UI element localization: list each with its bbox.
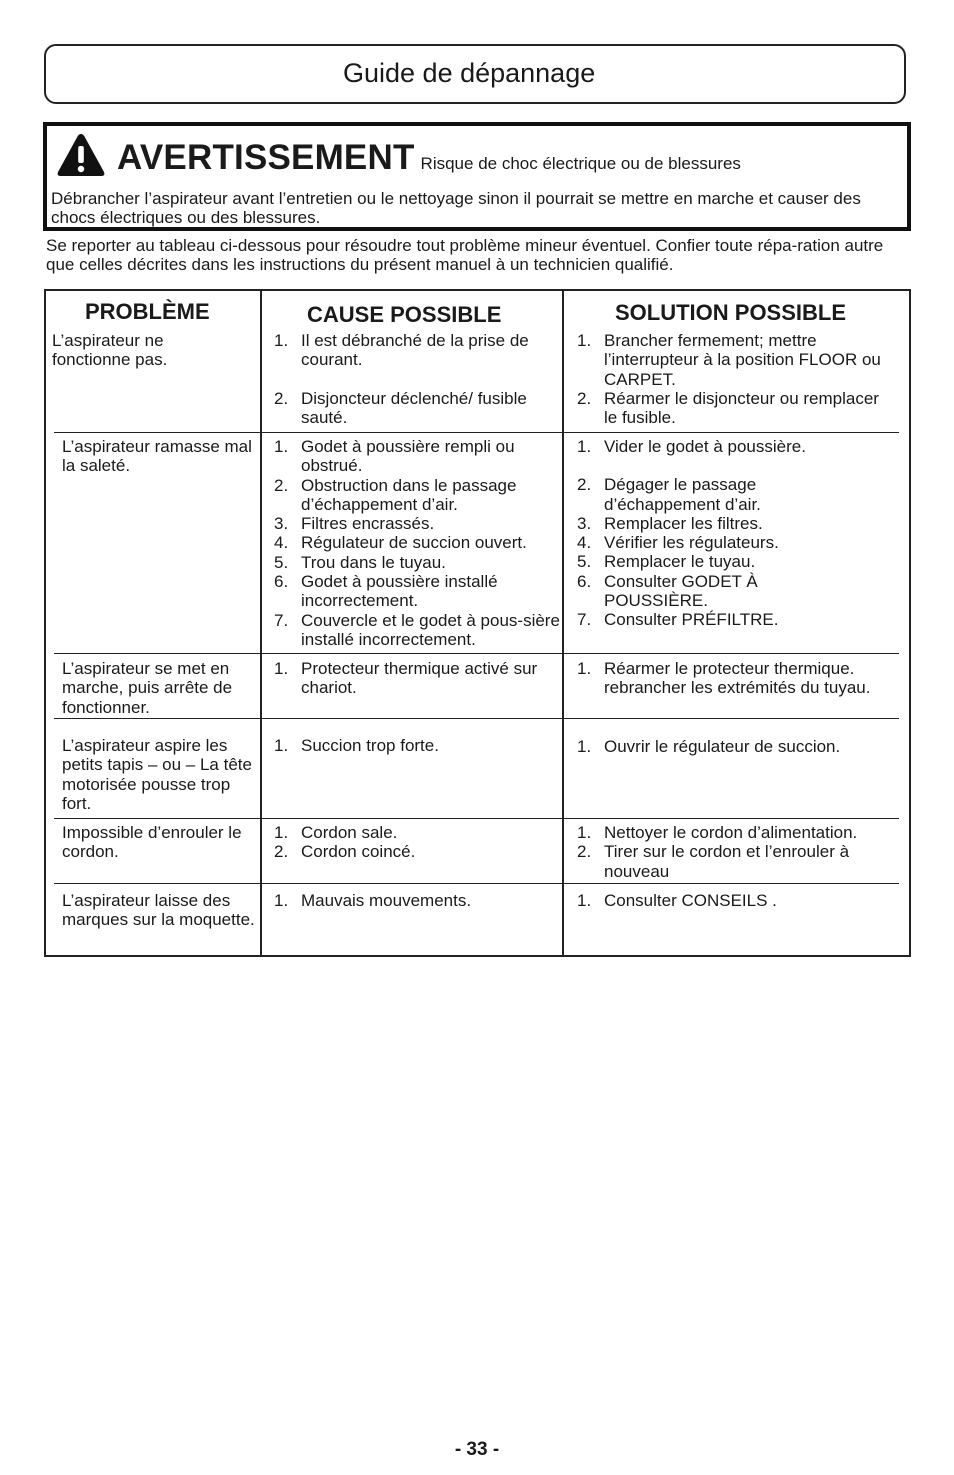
item-number: 1.	[274, 736, 289, 755]
list-item	[577, 610, 895, 629]
cause-cell	[274, 736, 554, 755]
list-item	[274, 611, 564, 650]
item-text: Couvercle et le godet à pous-sière installé incorrectement.	[301, 610, 560, 649]
row-divider	[54, 818, 899, 819]
item-text: Consulter PRÉFILTRE.	[604, 610, 779, 630]
list-item	[274, 572, 564, 611]
page-number: - 33 -	[454, 1439, 500, 1460]
item-text: Ouvrir le régulateur de succion.	[604, 737, 841, 756]
header-solution: SOLUTION POSSIBLE	[615, 300, 847, 325]
list-item	[274, 736, 554, 755]
item-number: 6.	[274, 572, 289, 592]
item-number: 1.	[274, 891, 289, 910]
item-number: 4.	[577, 533, 592, 553]
title-box	[44, 44, 906, 104]
item-text: Dégager le passage d’échappement d’air.	[604, 475, 761, 514]
problem-cell: L’aspirateur ramasse mal la saleté.	[62, 437, 252, 476]
warning-heading: AVERTISSEMENT	[117, 138, 415, 177]
item-text: Régulateur de succion ouvert.	[301, 533, 527, 553]
item-text: Trou dans le tuyau.	[301, 552, 446, 572]
warning-box	[43, 122, 911, 231]
item-number: 2.	[577, 842, 592, 862]
item-number: 3.	[274, 514, 289, 534]
item-text: Filtres encrassés.	[301, 514, 435, 534]
solution-cell	[577, 437, 895, 630]
item-text: Godet à poussière rempli ou obstrué.	[301, 437, 515, 476]
row-divider	[54, 432, 899, 433]
item-number: 1.	[274, 823, 289, 842]
item-number: 4.	[274, 533, 289, 553]
cause-cell	[274, 823, 554, 862]
item-text: Nettoyer le cordon d’alimentation.	[604, 823, 858, 842]
list-item	[274, 533, 564, 552]
list-item	[577, 437, 895, 456]
item-number: 1.	[577, 659, 592, 678]
warning-subheading: Risque de choc électrique ou de blessures	[420, 154, 741, 173]
item-text: Vider le godet à poussière.	[604, 437, 806, 456]
list-item	[577, 552, 895, 571]
list-item	[577, 389, 895, 428]
item-text: Remplacer les filtres.	[604, 513, 763, 533]
list-item	[274, 659, 554, 698]
page-title: Guide de dépannage	[343, 58, 596, 88]
item-number: 5.	[577, 552, 592, 572]
cause-cell	[274, 437, 564, 649]
item-text: Cordon sale.	[301, 823, 398, 842]
problem-cell: L’aspirateur ne fonctionne pas.	[52, 331, 168, 370]
list-item	[577, 331, 895, 389]
item-number: 1.	[577, 331, 592, 350]
problem-cell: L’aspirateur se met en marche, puis arrête de fonctionner.	[62, 659, 233, 717]
problem-cell: L’aspirateur aspire les petits tapis – ou – La tête motorisée pousse trop fort.	[62, 736, 252, 813]
list-item	[577, 659, 887, 698]
column-divider	[260, 291, 262, 955]
item-number: 1.	[577, 823, 592, 842]
list-item	[274, 476, 564, 515]
item-text: Consulter CONSEILS .	[604, 891, 777, 910]
warning-text: Débrancher l’aspirateur avant l’entretien ou le nettoyage sinon il pourrait se mettre en marche et causer des chocs électriques ou des blessures.	[51, 189, 861, 227]
row-divider	[54, 883, 899, 884]
item-number: 1.	[274, 437, 289, 456]
list-item	[577, 823, 895, 842]
item-number: 2.	[577, 475, 592, 495]
list-item	[577, 842, 895, 881]
row-divider	[54, 718, 899, 719]
list-item	[274, 553, 564, 572]
item-number: 1.	[274, 659, 289, 678]
item-number: 2.	[577, 388, 592, 408]
list-item	[274, 389, 564, 428]
intro-paragraph: Se reporter au tableau ci-dessous pour résoudre tout problème mineur éventuel. Confier toute répa-ration autre que celles décrites dans les instructions du présent manuel à un technicien qualifié.	[46, 236, 884, 274]
item-number: 7.	[274, 610, 289, 630]
item-number: 2.	[274, 475, 289, 495]
list-item	[577, 737, 895, 756]
item-number: 7.	[577, 610, 592, 630]
list-item	[274, 842, 554, 861]
list-item	[577, 514, 895, 533]
warning-heading-line	[117, 138, 741, 178]
item-text: Tirer sur le cordon et l’enrouler à nouveau	[604, 842, 850, 881]
item-number: 2.	[274, 388, 289, 408]
item-text: Mauvais mouvements.	[301, 891, 472, 910]
item-text: Consulter GODET À POUSSIÈRE.	[604, 571, 758, 611]
item-number: 1.	[577, 437, 592, 456]
problem-cell: L’aspirateur laisse des marques sur la moquette.	[62, 891, 255, 930]
cause-cell	[274, 331, 564, 427]
row-divider	[54, 653, 899, 654]
cause-cell	[274, 891, 554, 910]
troubleshooting-table	[44, 289, 911, 957]
item-text: Il est débranché de la prise de courant.	[301, 331, 529, 370]
list-item	[577, 533, 895, 552]
item-number: 2.	[274, 842, 289, 862]
item-text: Disjoncteur déclenché/ fusible sauté.	[301, 388, 527, 427]
header-problem: PROBLÈME	[85, 299, 210, 324]
warning-triangle-icon	[56, 132, 106, 178]
item-text: Remplacer le tuyau.	[604, 552, 756, 572]
item-text: Réarmer le protecteur thermique. rebrancher les extrémités du tuyau.	[604, 659, 871, 698]
list-item	[274, 514, 564, 533]
list-item	[274, 891, 554, 910]
cause-cell	[274, 659, 554, 698]
list-item	[577, 891, 895, 910]
header-cause: CAUSE POSSIBLE	[307, 302, 502, 327]
list-item	[274, 331, 564, 370]
item-number: 1.	[577, 737, 592, 756]
item-text: Vérifier les régulateurs.	[604, 533, 779, 553]
solution-cell	[577, 823, 895, 881]
item-text: Réarmer le disjoncteur ou remplacer le fusible.	[604, 388, 879, 428]
problem-cell: Impossible d’enrouler le cordon.	[62, 823, 242, 862]
item-number: 3.	[577, 513, 592, 533]
item-number: 1.	[577, 891, 592, 910]
item-number: 5.	[274, 552, 289, 572]
item-text: Godet à poussière installé incorrectement.	[301, 572, 498, 611]
item-text: Protecteur thermique activé sur chariot.	[301, 659, 538, 698]
item-text: Cordon coincé.	[301, 842, 416, 862]
item-text: Obstruction dans le passage d’échappement d’air.	[301, 475, 517, 514]
list-item	[274, 823, 554, 842]
list-item	[577, 475, 804, 514]
item-number: 6.	[577, 571, 592, 591]
solution-cell	[577, 737, 895, 756]
list-item	[577, 572, 804, 611]
item-number: 1.	[274, 331, 289, 350]
solution-cell	[577, 331, 895, 427]
solution-cell	[577, 659, 887, 698]
solution-cell	[577, 891, 895, 910]
item-text: Succion trop forte.	[301, 736, 439, 755]
list-item	[274, 437, 564, 476]
item-text: Brancher fermement; mettre l’interrupteur à la position FLOOR ou CARPET.	[604, 331, 881, 389]
